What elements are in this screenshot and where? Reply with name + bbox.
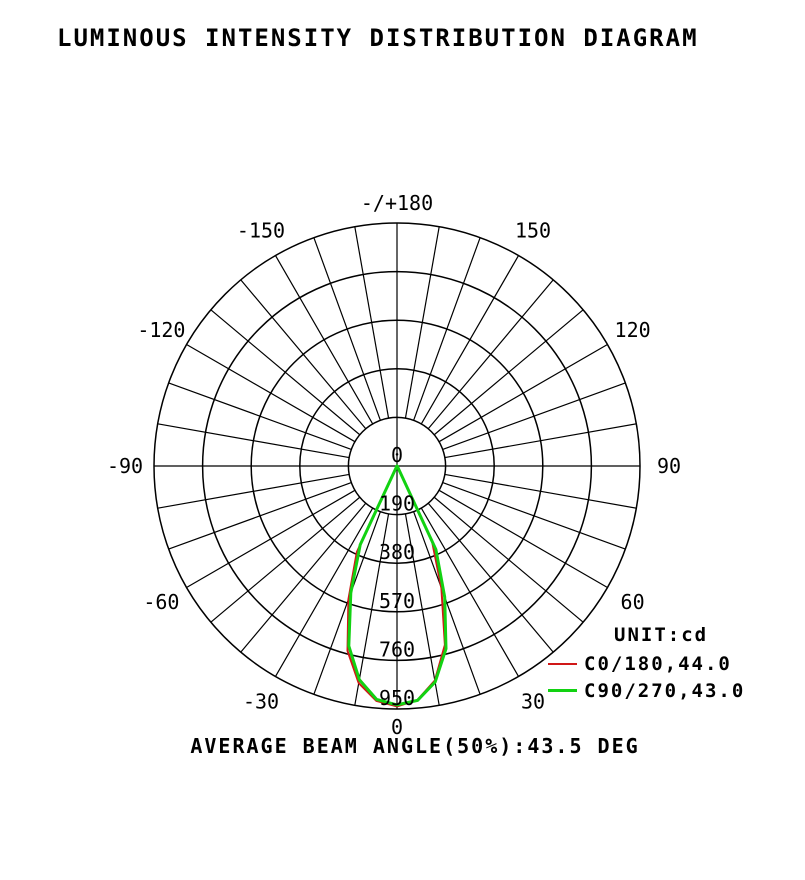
legend bbox=[548, 624, 745, 700]
c0-180-line-swatch bbox=[548, 663, 577, 665]
c90-270-legend-label: C90/270,43.0 bbox=[584, 679, 746, 702]
legend-row-c90-270 bbox=[548, 681, 745, 700]
grid-spoke bbox=[434, 310, 583, 435]
grid-spoke bbox=[187, 345, 355, 442]
legend-row-c0-180 bbox=[548, 654, 745, 673]
ring-value-label-950: 950 bbox=[378, 686, 416, 710]
angle-label--120: -120 bbox=[137, 318, 186, 342]
grid-spoke bbox=[439, 345, 607, 442]
angle-label--+180: -/+180 bbox=[360, 191, 434, 215]
grid-spoke bbox=[428, 280, 553, 429]
grid-spoke bbox=[169, 483, 352, 549]
grid-spoke bbox=[169, 383, 352, 449]
angle-label--30: -30 bbox=[242, 689, 280, 714]
page-title: LUMINOUS INTENSITY DISTRIBUTION DIAGRAM bbox=[57, 24, 699, 52]
angle-label-150: 150 bbox=[514, 218, 552, 243]
grid-spoke bbox=[211, 497, 360, 622]
grid-spoke bbox=[439, 490, 607, 587]
average-beam-angle-caption: AVERAGE BEAM ANGLE(50%):43.5 DEG bbox=[190, 734, 640, 758]
c90-270-line-swatch bbox=[548, 689, 577, 692]
grid-spoke bbox=[443, 383, 626, 449]
grid-spoke bbox=[187, 490, 355, 587]
ring-value-label-380: 380 bbox=[378, 540, 416, 565]
grid-spoke bbox=[414, 238, 480, 421]
grid-spoke bbox=[421, 256, 518, 424]
angle-label--150: -150 bbox=[236, 218, 286, 243]
grid-spoke bbox=[314, 238, 380, 421]
c0-180-legend-label: C0/180,44.0 bbox=[584, 652, 732, 675]
grid-spoke bbox=[158, 424, 349, 458]
grid-spoke bbox=[314, 512, 380, 695]
grid-spoke bbox=[276, 256, 373, 424]
angle-label-90: 90 bbox=[656, 454, 682, 478]
grid-spoke bbox=[434, 497, 583, 622]
grid-spoke bbox=[355, 227, 389, 418]
legend-unit-label: UNIT:cd bbox=[614, 624, 709, 646]
grid-spoke bbox=[241, 280, 366, 429]
angle-label-120: 120 bbox=[614, 318, 651, 342]
grid-spoke bbox=[445, 474, 636, 508]
grid-spoke bbox=[405, 227, 439, 418]
angle-label--90: -90 bbox=[106, 454, 144, 478]
angle-label-60: 60 bbox=[620, 590, 645, 614]
angle-label--60: -60 bbox=[143, 590, 180, 614]
angle-label-0: 0 bbox=[390, 715, 404, 739]
grid-spoke bbox=[421, 508, 518, 676]
grid-spoke bbox=[445, 424, 636, 458]
angle-label-30: 30 bbox=[520, 689, 546, 714]
grid-spoke bbox=[158, 474, 349, 508]
grid-spoke bbox=[276, 508, 373, 676]
ring-value-label-570: 570 bbox=[378, 588, 416, 613]
grid-spoke bbox=[443, 483, 626, 549]
ring-value-label-190: 190 bbox=[378, 491, 416, 516]
grid-spoke bbox=[211, 310, 360, 435]
ring-value-label-760: 760 bbox=[378, 637, 416, 662]
ring-value-label-0: 0 bbox=[390, 443, 404, 467]
grid-spoke bbox=[414, 512, 480, 695]
